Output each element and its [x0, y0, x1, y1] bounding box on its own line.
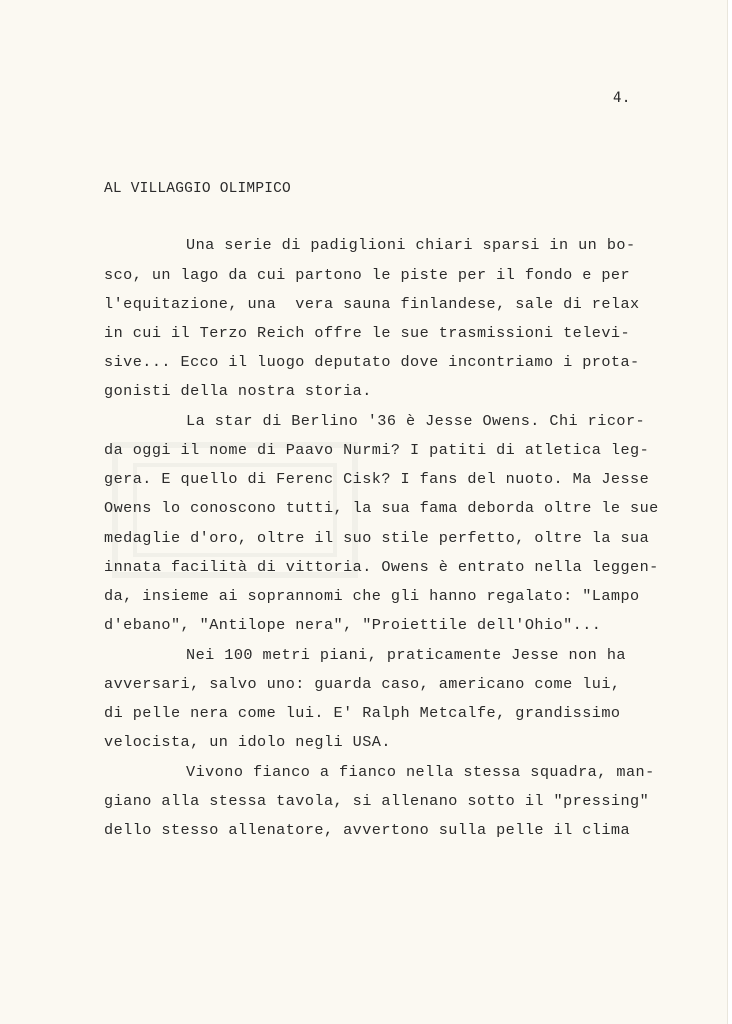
text-line: da oggi il nome di Paavo Nurmi? I patiti di atletica leg-: [104, 441, 650, 459]
text-line: Nei 100 metri piani, praticamente Jesse non ha: [186, 646, 626, 664]
section-heading: AL VILLAGGIO OLIMPICO: [104, 181, 291, 197]
text-line: velocista, un idolo negli USA.: [104, 733, 391, 751]
text-line: avversari, salvo uno: guarda caso, americano come lui,: [104, 675, 621, 693]
text-line: Vivono fianco a fianco nella stessa squadra, man-: [186, 763, 655, 781]
text-line: Una serie di padiglioni chiari sparsi in un bo-: [186, 236, 636, 254]
text-line: gonisti della nostra storia.: [104, 382, 372, 400]
text-line: di pelle nera come lui. E' Ralph Metcalfe, grandissimo: [104, 704, 621, 722]
text-line: l'equitazione, una vera sauna finlandese, sale di relax: [104, 295, 640, 313]
page-number: 4.: [613, 90, 631, 106]
text-line: gera. E quello di Ferenc Cisk? I fans del nuoto. Ma Jesse: [104, 470, 650, 488]
text-line: Owens lo conoscono tutti, la sua fama deborda oltre le sue: [104, 499, 659, 517]
text-line: medaglie d'oro, oltre il suo stile perfetto, oltre la sua: [104, 529, 650, 547]
text-line: sive... Ecco il luogo deputato dove incontriamo i prota-: [104, 353, 640, 371]
text-line: giano alla stessa tavola, si allenano sotto il "pressing": [104, 792, 650, 810]
text-line: in cui il Terzo Reich offre le sue trasmissioni televi-: [104, 324, 631, 342]
text-line: innata facilità di vittoria. Owens è entrato nella leggen-: [104, 558, 659, 576]
text-line: d'ebano", "Antilope nera", "Proiettile dell'Ohio"...: [104, 616, 602, 634]
text-line: da, insieme ai soprannomi che gli hanno regalato: "Lampo: [104, 587, 640, 605]
text-line: sco, un lago da cui partono le piste per il fondo e per: [104, 266, 631, 284]
text-line: La star di Berlino '36 è Jesse Owens. Chi ricor-: [186, 412, 646, 430]
text-line: dello stesso allenatore, avvertono sulla pelle il clima: [104, 821, 631, 839]
